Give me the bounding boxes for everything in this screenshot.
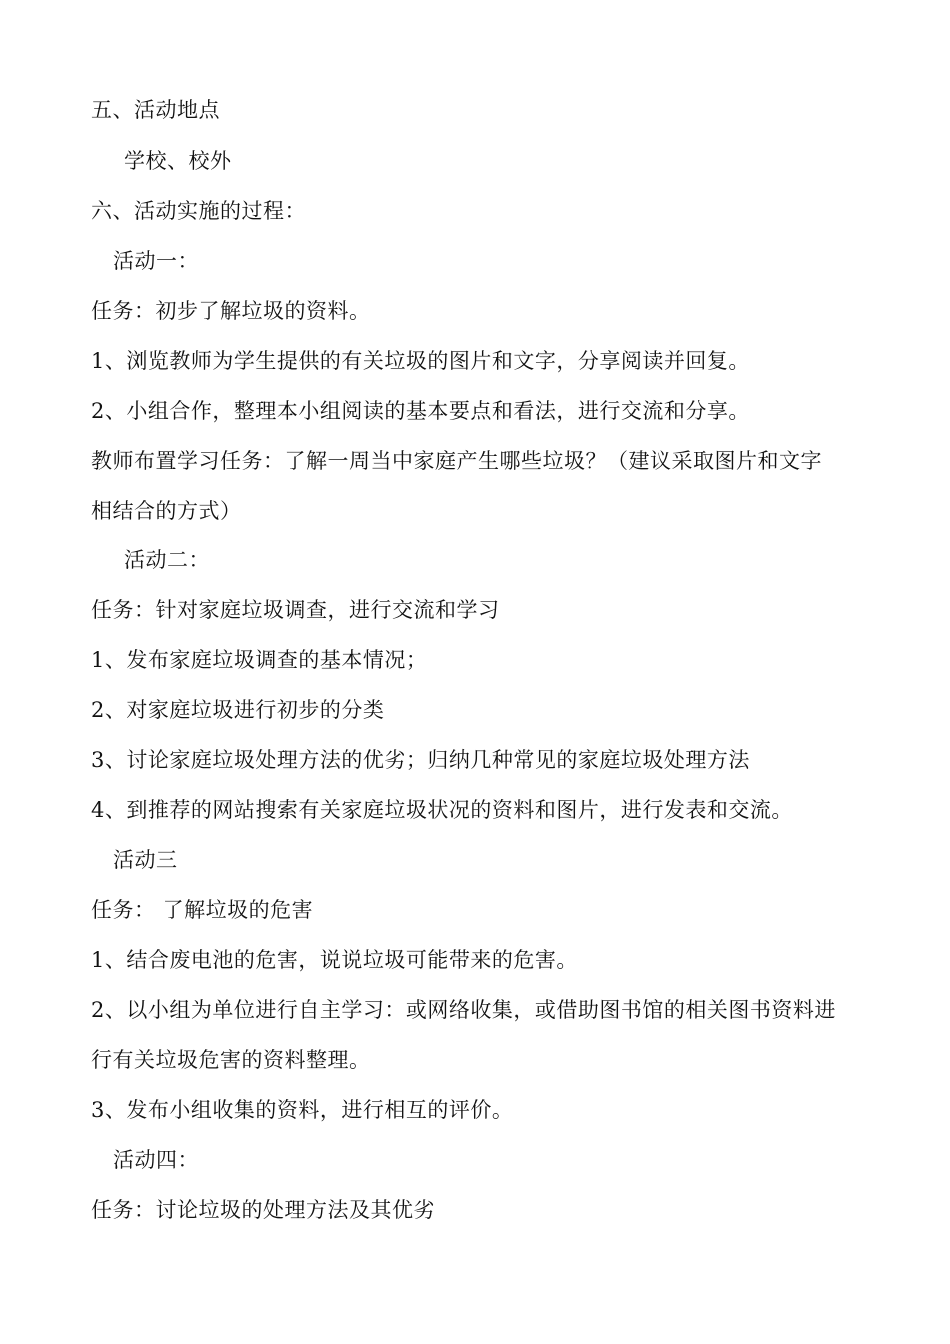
activity-one-task: 任务：初步了解垃圾的资料。 <box>91 299 371 323</box>
teacher-assignment-line-1: 教师布置学习任务：了解一周当中家庭产生哪些垃圾？（建议采取图片和文字 <box>91 449 822 473</box>
activity-three-heading: 活动三 <box>113 848 178 872</box>
location-text: 学校、校外 <box>124 149 232 173</box>
activity-two-step-2: 2、对家庭垃圾进行初步的分类 <box>91 698 385 722</box>
activity-two-task: 任务：针对家庭垃圾调查，进行交流和学习 <box>91 598 500 622</box>
activity-three-step-2-line-2: 行有关垃圾危害的资料整理。 <box>91 1048 371 1072</box>
activity-one-step-2: 2、小组合作，整理本小组阅读的基本要点和看法，进行交流和分享。 <box>91 399 750 423</box>
activity-one-step-1: 1、浏览教师为学生提供的有关垃圾的图片和文字，分享阅读并回复。 <box>91 349 750 373</box>
activity-two-step-4: 4、到推荐的网站搜索有关家庭垃圾状况的资料和图片，进行发表和交流。 <box>91 798 793 822</box>
activity-three-step-1: 1、结合废电池的危害，说说垃圾可能带来的危害。 <box>91 948 578 972</box>
activity-three-step-3: 3、发布小组收集的资料，进行相互的评价。 <box>91 1098 514 1122</box>
activity-one-heading: 活动一： <box>113 249 199 273</box>
activity-two-step-1: 1、发布家庭垃圾调查的基本情况； <box>91 648 428 672</box>
activity-three-task: 任务： 了解垃圾的危害 <box>91 898 314 922</box>
activity-three-step-2-line-1: 2、以小组为单位进行自主学习：或网络收集，或借助图书馆的相关图书资料进 <box>91 998 836 1022</box>
activity-two-step-3: 3、讨论家庭垃圾处理方法的优劣；归纳几种常见的家庭垃圾处理方法 <box>91 748 750 772</box>
teacher-assignment-line-2: 相结合的方式） <box>91 499 242 523</box>
activity-four-heading: 活动四： <box>113 1148 199 1172</box>
section-heading-location: 五、活动地点 <box>91 98 220 122</box>
activity-two-heading: 活动二： <box>124 548 210 572</box>
section-heading-process: 六、活动实施的过程： <box>91 199 306 223</box>
activity-four-task: 任务：讨论垃圾的处理方法及其优劣 <box>91 1198 435 1222</box>
